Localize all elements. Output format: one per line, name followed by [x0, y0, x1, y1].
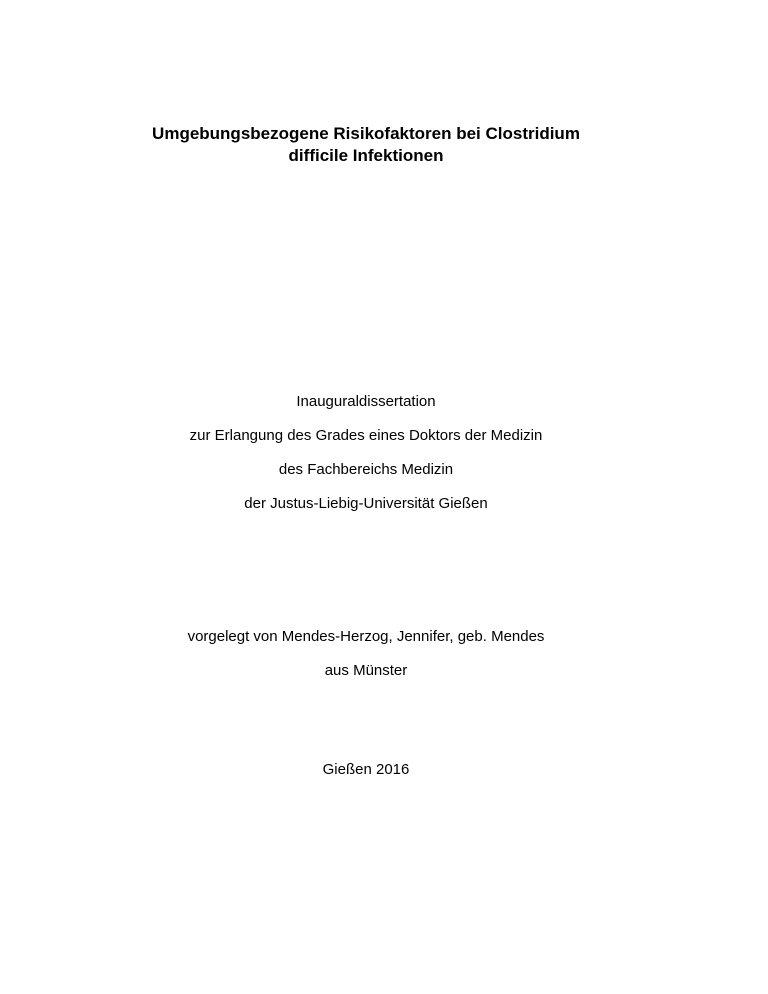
thesis-title-line-2: difficile Infektionen	[288, 146, 444, 165]
submitted-by: vorgelegt von Mendes-Herzog, Jennifer, geb. Mendes	[187, 628, 545, 645]
author-origin: aus Münster	[324, 662, 408, 679]
thesis-title-line-1: Umgebungsbezogene Risikofaktoren bei Clostridium	[152, 124, 580, 143]
dissertation-type: Inauguraldissertation	[296, 393, 436, 410]
university: der Justus-Liebig-Universität Gießen	[244, 495, 488, 512]
degree-purpose: zur Erlangung des Grades eines Doktors der Medizin	[189, 427, 543, 444]
place-year: Gießen 2016	[322, 761, 410, 778]
department: des Fachbereichs Medizin	[278, 461, 454, 478]
